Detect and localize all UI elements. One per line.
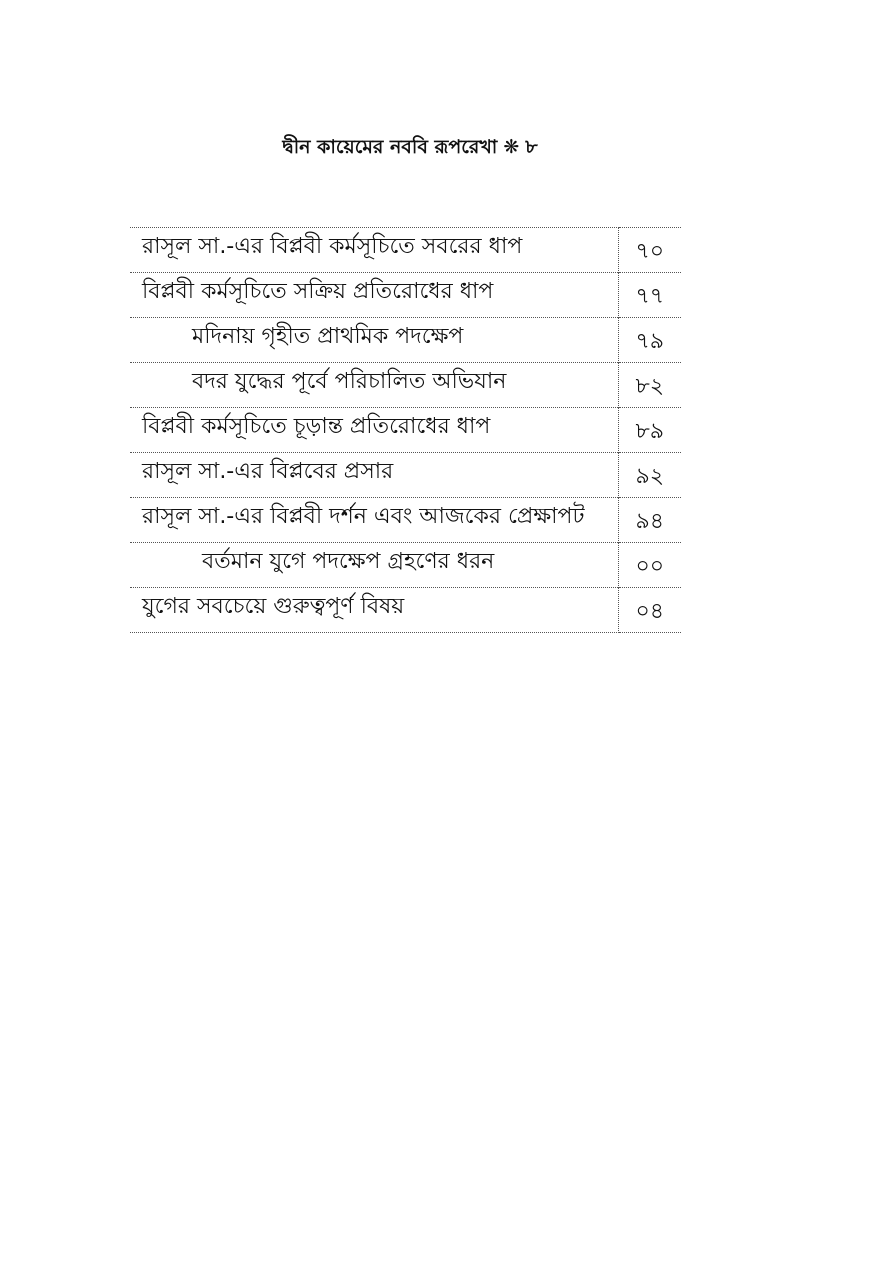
toc-entry-page: ৭৯: [618, 318, 681, 363]
toc-entry-page: ৭০: [618, 228, 681, 273]
asterism-separator: ❋: [503, 136, 520, 158]
toc-entry-title: রাসূল সা.-এর বিপ্লবের প্রসার: [130, 453, 618, 498]
page-number: ৮: [525, 136, 538, 158]
toc-entry-page: ৯৪: [618, 498, 681, 543]
book-title: দ্বীন কায়েমের নববি রূপরেখা: [282, 136, 498, 158]
toc-entry-page: ৮৯: [618, 408, 681, 453]
toc-entry-page: ৯২: [618, 453, 681, 498]
toc-row: [130, 453, 681, 498]
toc-entry-page: ০০: [618, 543, 681, 588]
toc-row: [130, 408, 681, 453]
table-of-contents: [130, 227, 681, 633]
toc-row: [130, 228, 681, 273]
toc-entry-title: রাসূল সা.-এর বিপ্লবী দর্শন এবং আজকের প্রেক্ষাপট: [130, 498, 618, 543]
toc-entry-title: যুগের সবচেয়ে গুরুত্বপূর্ণ বিষয়: [130, 588, 618, 633]
toc-entry-page: ৭৭: [618, 273, 681, 318]
toc-entry-title: বিপ্লবী কর্মসূচিতে চূড়ান্ত প্রতিরোধের ধাপ: [130, 408, 618, 453]
toc-row: [130, 318, 681, 363]
toc-row: [130, 273, 681, 318]
toc-entry-title: বদর যুদ্ধের পূর্বে পরিচালিত অভিযান: [130, 363, 618, 408]
toc-row: [130, 363, 681, 408]
toc-entry-title: বর্তমান যুগে পদক্ষেপ গ্রহণের ধরন: [130, 543, 618, 588]
toc-row: [130, 588, 681, 633]
toc-entry-title: মদিনায় গৃহীত প্রাথমিক পদক্ষেপ: [130, 318, 618, 363]
toc-row: [130, 498, 681, 543]
toc-entry-title: রাসূল সা.-এর বিপ্লবী কর্মসূচিতে সবরের ধাপ: [130, 228, 618, 273]
toc-row: [130, 543, 681, 588]
toc-entry-page: ৮২: [618, 363, 681, 408]
toc-entry-title: বিপ্লবী কর্মসূচিতে সক্রিয় প্রতিরোধের ধাপ: [130, 273, 618, 318]
running-header: [0, 134, 820, 160]
toc-entry-page: ০৪: [618, 588, 681, 633]
